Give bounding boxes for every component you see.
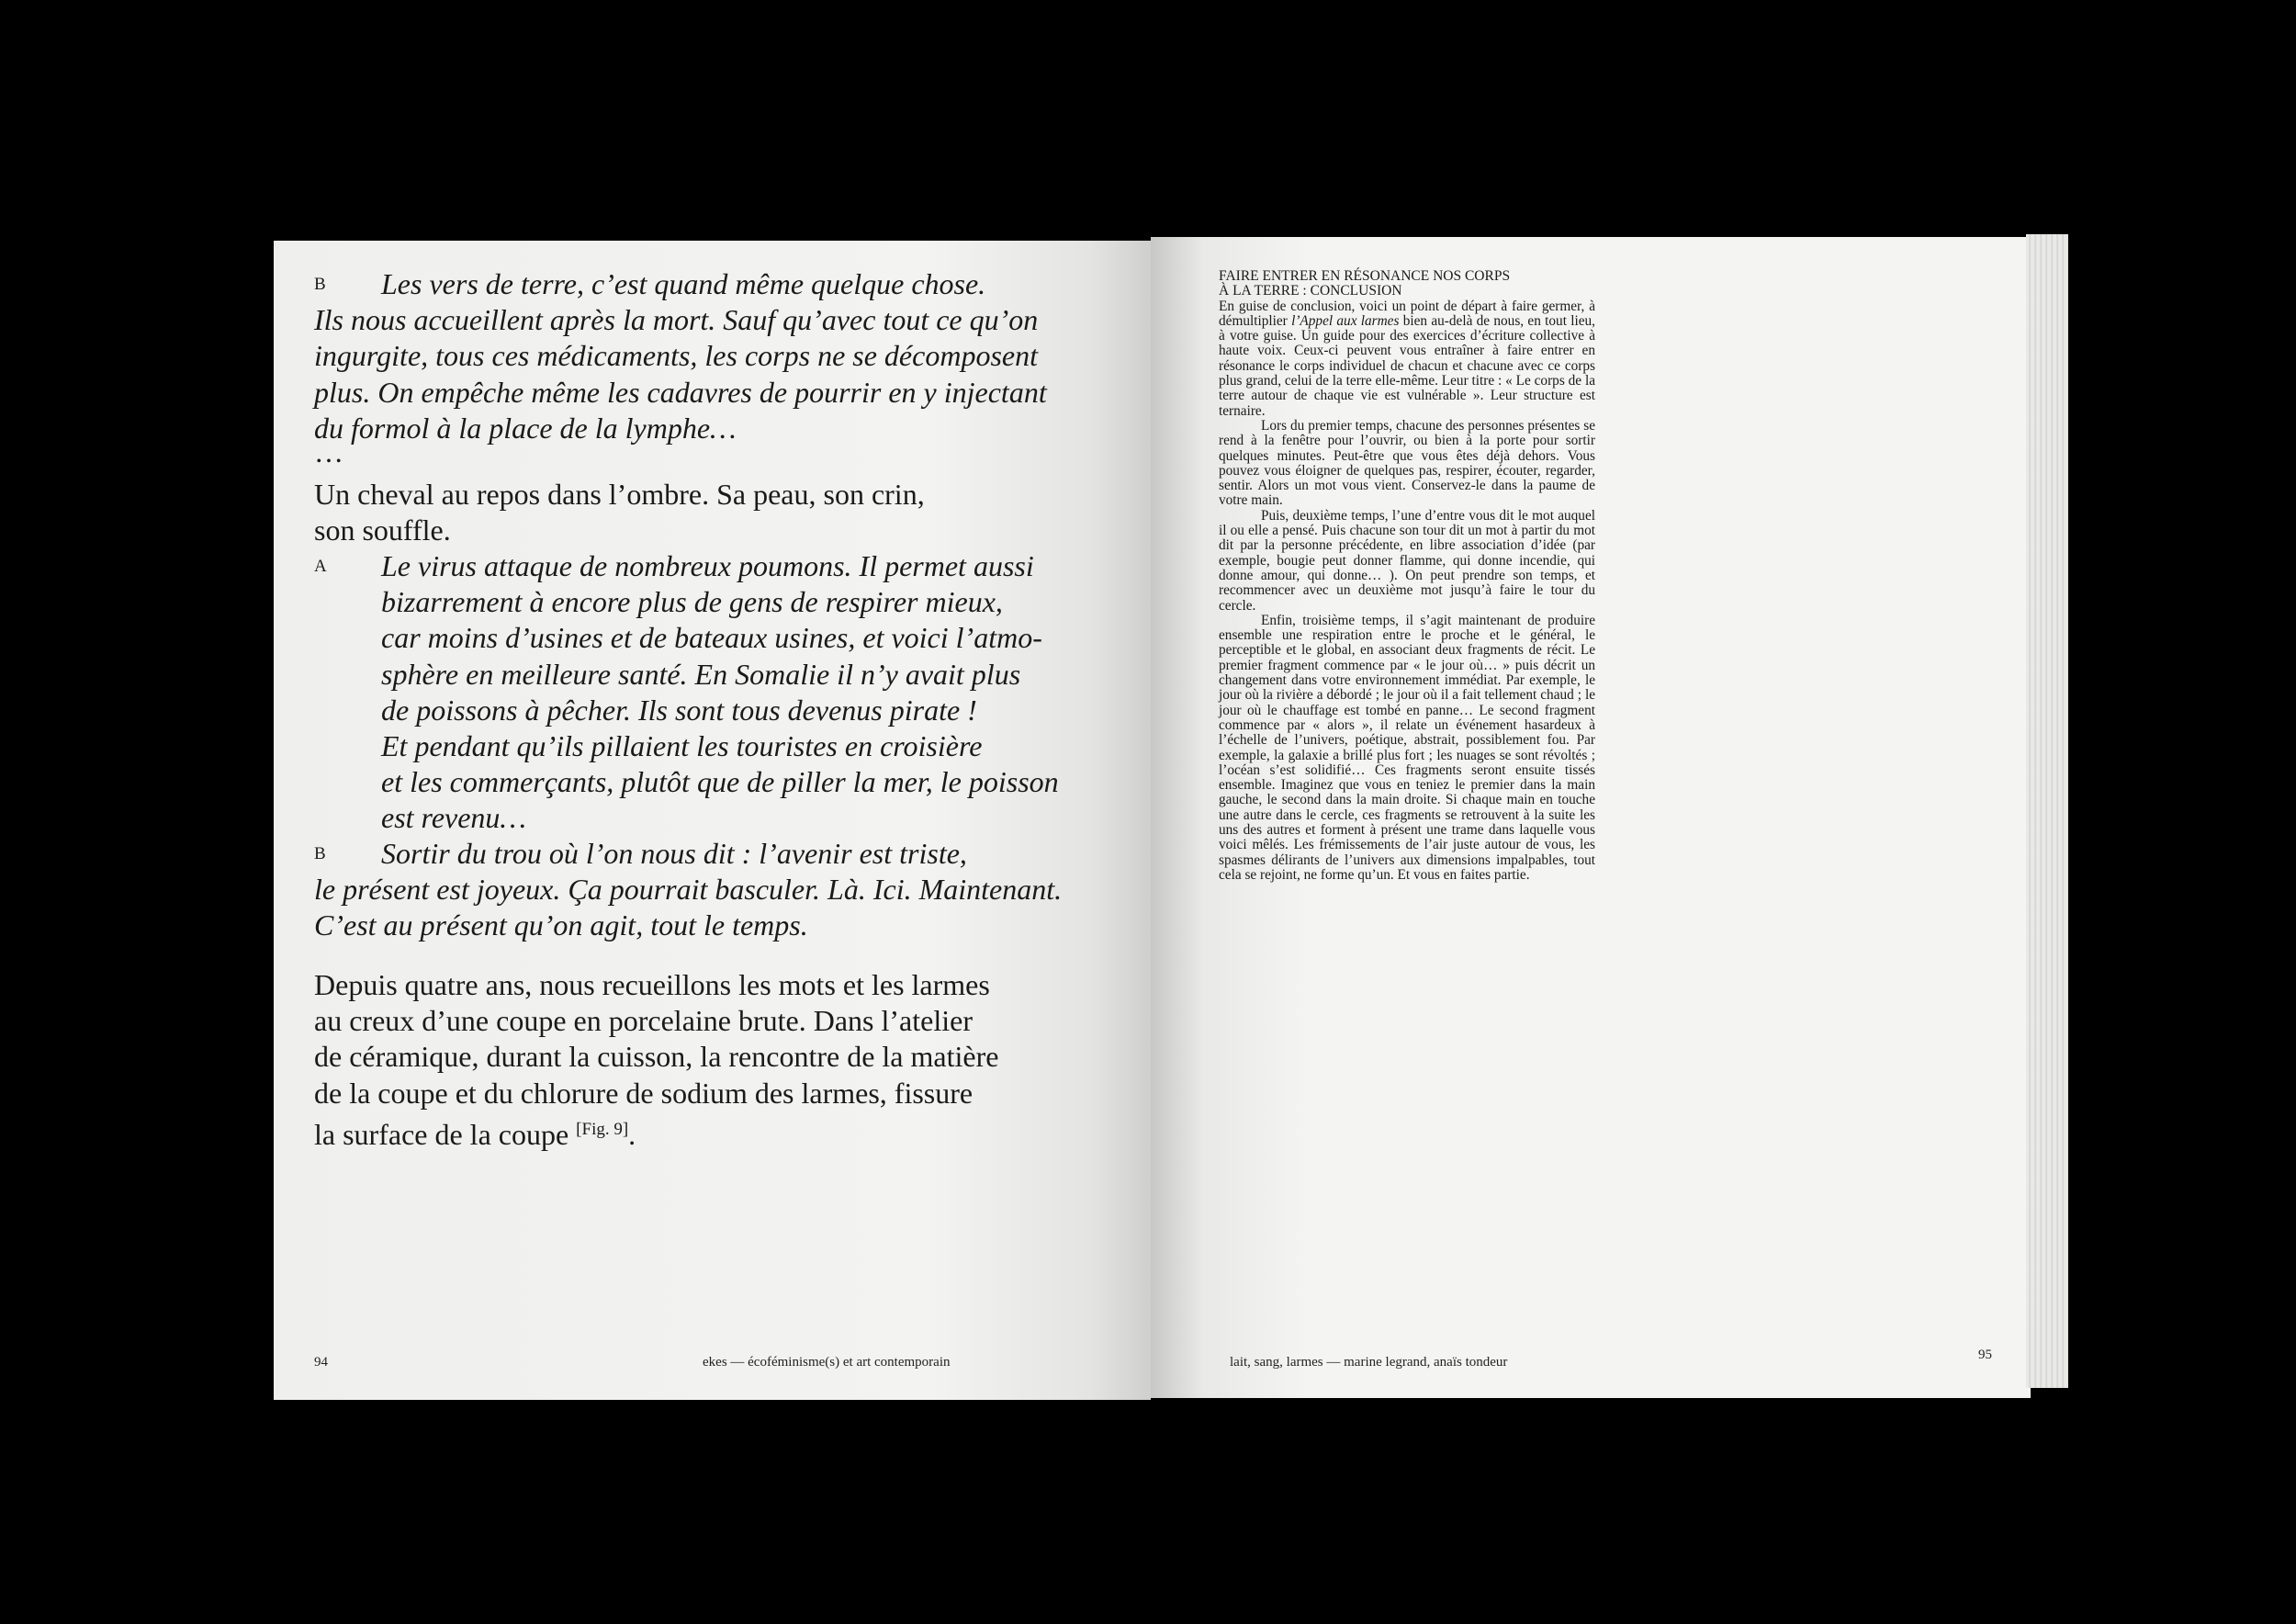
text-line: sphère en meilleure santé. En Somalie il n’y avait plus xyxy=(381,657,1021,691)
text-line: est revenu… xyxy=(381,801,526,835)
running-footer-right: lait, sang, larmes — marine legrand, anaïs tondeur xyxy=(1230,1355,1508,1370)
section-heading xyxy=(1219,269,1595,299)
speaker-label: B xyxy=(314,275,327,294)
text-line: Un cheval au repos dans l’ombre. Sa peau, son crin, xyxy=(314,478,925,511)
speaker-label: B xyxy=(314,844,327,863)
dialogue-block-2 xyxy=(314,548,1104,837)
text-line: le présent est joyeux. Ça pourrait basculer. Là. Ici. Maintenant. xyxy=(314,873,1063,907)
text-line: de la coupe et du chlorure de sodium des larmes, fissure xyxy=(314,1076,974,1110)
text-line: Depuis quatre ans, nous recueillons les mots et les larmes xyxy=(314,968,990,1001)
running-footer-left: ekes — écoféminisme(s) et art contemporain xyxy=(703,1355,951,1370)
text-line: Et pendant qu’ils pillaient les touristes en croisière xyxy=(381,729,983,763)
body-paragraph xyxy=(314,967,1104,1153)
text-fragment: En guise de conclusion, voici un point de départ à faire germer, à démultiplier xyxy=(1219,298,1595,329)
text-line: plus. On empêche même les cadavres de pourrir en y injectant xyxy=(314,375,1047,409)
heading-line: À LA TERRE : CONCLUSION xyxy=(1219,283,1402,299)
page-edges xyxy=(2026,234,2068,1388)
heading-line: FAIRE ENTRER EN RÉSONANCE NOS CORPS xyxy=(1219,268,1511,284)
ellipsis: … xyxy=(314,435,343,468)
text-line: au creux d’une coupe en porcelaine brute. Dans l’atelier xyxy=(314,1004,973,1038)
text-line: de céramique, durant la cuisson, la rencontre de la matière xyxy=(314,1040,999,1074)
dialogue-block-1 xyxy=(314,266,1104,446)
text-line: Sortir du trou où l’on nous dit : l’avenir est triste, xyxy=(381,837,967,870)
text-line: Les vers de terre, c’est quand même quelque chose. xyxy=(381,267,986,300)
text-fragment: . xyxy=(628,1117,636,1151)
text-line: ingurgite, tous ces médicaments, les corps ne se décomposent xyxy=(314,339,1038,373)
text-line: Ils nous accueillent après la mort. Sauf qu’avec tout ce qu’on xyxy=(314,303,1039,337)
text-line: de poissons à pêcher. Ils sont tous devenus pirate ! xyxy=(381,693,977,727)
conclusion-column xyxy=(1219,269,1595,883)
narration xyxy=(314,477,1104,548)
paragraph: Lors du premier temps, chacune des personnes présentes se rend à la fenêtre pour l’ouvrir, ou bien à la porte pour sortir quelques minutes. Peut-être que vous êtes déjà dehors. Vous pouvez vous éloigner de quelques pas, respirer, écouter, regarder, sentir. Alors un mot vous vient. Conservez-le dans la paume de votre main. xyxy=(1219,417,1595,509)
page-number-right: 95 xyxy=(1978,1348,1992,1362)
text-fragment: la surface de la coupe xyxy=(314,1117,577,1151)
speaker-label: A xyxy=(314,557,328,576)
text-line: et les commerçants, plutôt que de piller la mer, le poisson xyxy=(381,765,1059,799)
text-fragment: bien au-delà de nous, en tout lieu, à votre guise. Un guide pour des exercices d’écriture collective à haute voix. Ceux-ci peuvent vous entraîner à faire entrer en résonance le corps individuel de chacun et chacune avec ce corps plus grand, celui de la terre elle-même. Leur titre : « Le corps de la terre autour de chaque vie est vulnérable ». Leur structure est ternaire. xyxy=(1219,312,1595,419)
paragraph xyxy=(1219,299,1595,419)
text-line: Le virus attaque de nombreux poumons. Il permet aussi xyxy=(381,549,1034,582)
text-line: bizarrement à encore plus de gens de respirer mieux, xyxy=(381,585,1003,619)
text-line: du formol à la place de la lymphe… xyxy=(314,411,737,445)
text-line: son souffle. xyxy=(314,513,451,547)
dialogue-block-3 xyxy=(314,836,1104,944)
figure-reference: [Fig. 9] xyxy=(576,1119,629,1139)
text-line: C’est au présent qu’on agit, tout le temps. xyxy=(314,908,808,942)
italic-title: l’Appel aux larmes xyxy=(1291,312,1400,329)
text-line xyxy=(314,1111,1104,1153)
paragraph: Enfin, troisième temps, il s’agit maintenant de produire ensemble une respiration entre le proche et le général, le perceptible et le global, en associant deux fragments de récit. Le premier fragment commence par « le jour où… » puis décrit un changement dans votre environnement immédiat. Par exemple, le jour où la rivière a débordé ; le jour où il a fait tellement chaud ; le jour où le chauffage est tombé en panne… Le second fragment commence par « alors », il relate un événement hasardeux à l’échelle de l’univers, poétique, abstrait, possiblement fou. Par exemple, la galaxie a brillé plus fort ; les nuages se sont révoltés ; l’océan s’est solidifié… Ces fragments seront ensuite tissés ensemble. Imaginez que vous en teniez le premier dans la main gauche, le second dans la main droite. Si chaque main en touche une autre dans le cercle, ces fragments se retrouvent à la suite les uns des autres et forment à présent une trame dans laquelle vous voici mêlés. Les frémissements de l’air juste autour de vous, les spasmes délirants de l’univers aux dimensions impalpables, tout cela se rejoint, ne forme qu’un. Et vous en faites partie. xyxy=(1219,612,1595,883)
page-number-left: 94 xyxy=(314,1355,328,1370)
text-line: car moins d’usines et de bateaux usines, et voici l’atmo- xyxy=(381,621,1042,655)
paragraph: Puis, deuxième temps, l’une d’entre vous dit le mot auquel il ou elle a pensé. Puis chacune son tour dit un mot à partir du mot dit par la personne précédente, en libre association d’idée (par exemple, bougie peut donner flamme, qui donne incendie, qui donne amour, qui donne… ). On peut prendre son temps, et recommencer avec un deuxième mot jusqu’à faire le tour du cercle. xyxy=(1219,507,1595,614)
